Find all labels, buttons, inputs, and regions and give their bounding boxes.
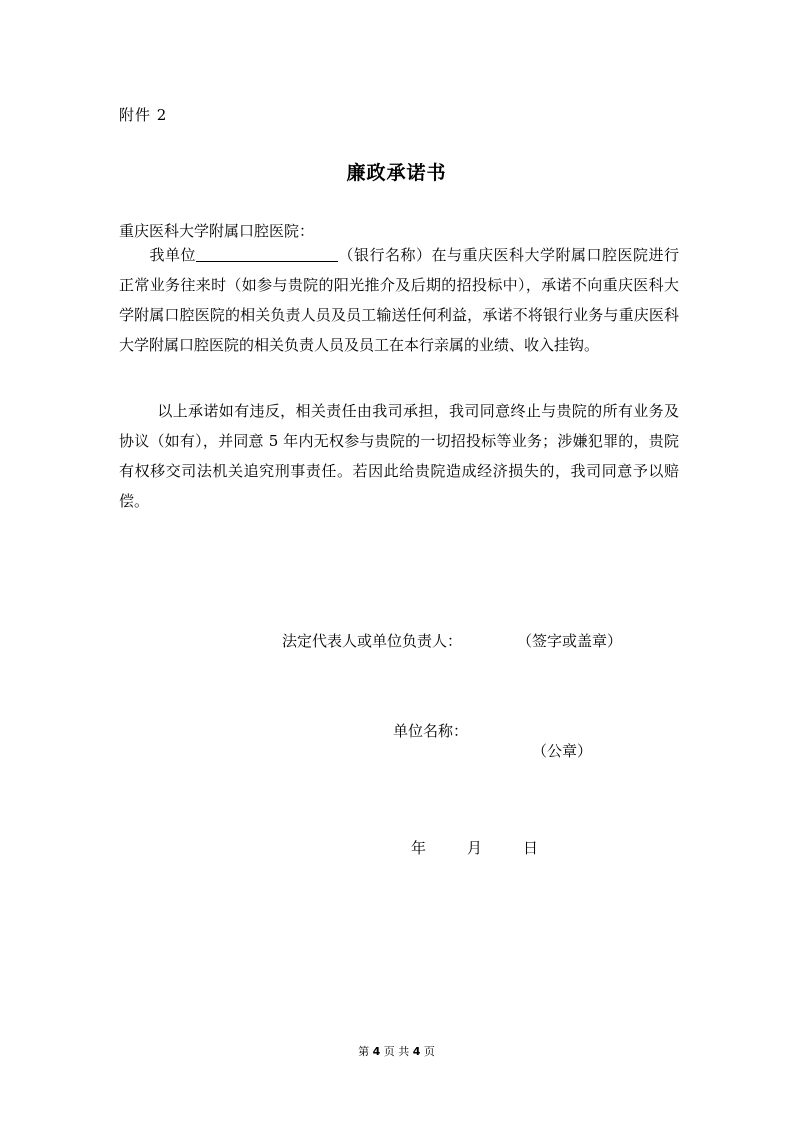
bank-name-blank [196,247,338,262]
footer-total-pages: 4 [412,1045,421,1058]
document-title: 廉政承诺书 [346,162,447,184]
addressee: 重庆医科大学附属口腔医院： [119,222,315,240]
representative-label: 法定代表人或单位负责人： [282,632,463,650]
footer-prefix: 第 [358,1045,370,1058]
date-month: 月 [467,839,483,857]
footer-suffix: 页 [423,1045,435,1058]
paragraph1-suffix: （银行名称）在与重庆医科大学附属口腔医院进行正常业务往来时（如参与贵院的阳光推介及后期的招投标中），承诺不向重庆医科大学附属口腔医院的相关负责人员及员工输送任何利益，承诺不将银行业务与重庆医科大学附属口腔医院的相关负责人员及员工在本行亲属的业绩、收入挂钩。 [119,246,679,354]
attachment-label: 附件 2 [119,106,168,124]
paragraph2-text: 以上承诺如有违反，相关责任由我司承担，我司同意终止与贵院的所有业务及协议（如有），并同意 5 年内无权参与贵院的一切招投标等业务；涉嫌犯罪的，贵院有权移交司法机关追究刑事责任。若因此给贵院造成经济损失的，我司同意予以赔偿。 [119,402,679,510]
paragraph1-prefix: 我单位 [149,246,196,264]
unit-name-label: 单位名称： [393,722,469,740]
date-year: 年 [411,839,427,857]
seal-note: （公章） [532,742,593,760]
commitment-paragraph-2 [119,396,679,516]
commitment-paragraph-1 [119,240,679,360]
representative-note: （签字或盖章） [517,632,623,650]
page-footer [0,1043,793,1059]
footer-current-page: 4 [372,1045,381,1058]
date-day: 日 [523,839,539,857]
footer-middle: 页 共 [383,1045,410,1058]
